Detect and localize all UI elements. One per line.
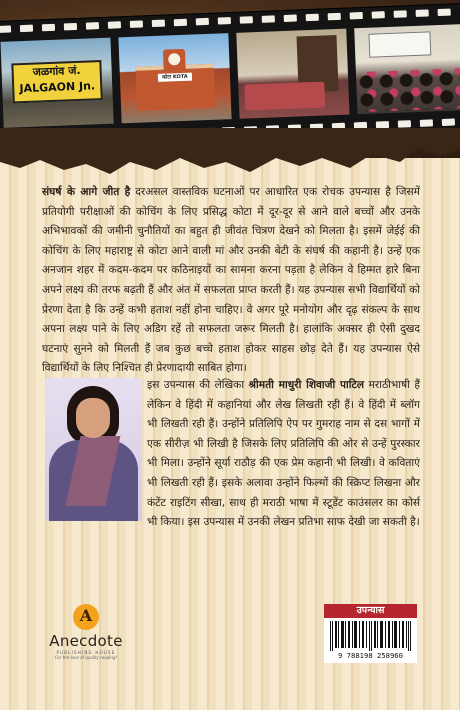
station-board: कोटा KOTA [158,73,192,82]
publisher-name: Anecdote [49,632,123,650]
author-paragraph [0,376,420,533]
publisher-subtitle: PUBLISHING HOUSE [56,650,116,655]
station-sign: जळगांव जं. JALGAON Jn. [11,60,102,103]
barcode-icon [330,621,411,651]
photo-hostel-room [236,29,349,119]
synopsis-title: संघर्ष के आगे जीत है [42,186,131,198]
torn-paper-edge [0,128,460,178]
photo-kota-station [118,33,231,123]
synopsis-paragraph [42,183,420,379]
publisher-logo [44,604,128,660]
author-intro: इस उपन्यास की लेखिका [147,379,245,391]
photo-classroom [354,24,460,114]
photo-railway-station [0,38,113,128]
synopsis-body: दरअसल वास्तविक घटनाओं पर आधारित एक रोचक उपन्यास है जिसमें प्रतियोगी परीक्षाओं की कोचिंग के लिए प्रसिद्ध कोटा में दूर-दूर से आने वाले बच्चों और उनके अभिभावकों की जमीनी चुनौतियों का बहुत ही जीवंत चित्रण देखने को मिलता है। इसमें जेईई की कोचिंग के लिए महाराष्ट्र से कोटा आने वाली मां और उनकी बेटी के संघर्ष की कहानी है। उन्हें एक अनजान शहर में कदम-कदम पर कठिनाइयों का सामना करना पड़ता है लेकिन वे हिम्मत हारे बिना अपने लक्ष्य की तरफ बढ़ती हैं और अंत में सफलता प्राप्त करती हैं। यह उपन्यास सभी विद्यार्थियों को प्रेरणा देता है कि उन्हें कभी हताश नहीं होना चाहिए। वे अगर पूरे मनोयोग और दृढ़ संकल्प के साथ अपना लक्ष्य पाने के लिए अडिग रहें तो सफलता जरूर मिलती है। हालांकि अक्सर ही ऐसी दुखद घटनाएं सुनने को मिलती हैं जब कुछ बच्चे हताश होकर साहस छोड़ देते हैं। यह उपन्यास ऐसे विद्यार्थियों के लिए निश्चित ही प्रेरणादायी साबित होगा। [42,186,420,375]
genre-badge: उपन्यास [324,604,417,618]
publisher-tagline: For the love of quality reading! [54,655,118,660]
anecdote-logo-icon [73,604,99,630]
author-bio: मराठीभाषी हैं लेकिन वे हिंदी में कहानियां और लेख लिखती रही हैं। वे हिंदी में ब्लॉग भी लिखती रही हैं। उन्होंने प्रतिलिपि ऐप पर गुमराह नाम से दस भागों में एक सीरीज़ भी लिखी है जिसके लिए प्रतिलिपि की ओर से उन्हें पुरस्कार भी मिला। उन्होंने सूर्या राठौड़ की एक प्रेम कहानी भी लिखी। वे कविताएं भी लिखती रही हैं। इसके अलावा उन्होंने फिल्मों की स्क्रिप्ट लिखना और कंटेंट राइटिंग सीखा, साथ ही मराठी भाषा में स्टूडेंट काउंसलर का कोर्स भी किया। इस उपन्यास में उनकी लेखन प्रतिभा साफ देखी जा सकती है। [147,379,420,529]
author-name: श्रीमती माधुरी शिवाजी पाटिल [248,379,365,391]
isbn-number: 9 788198 258960 [338,651,403,660]
isbn-barcode-box [324,618,417,663]
